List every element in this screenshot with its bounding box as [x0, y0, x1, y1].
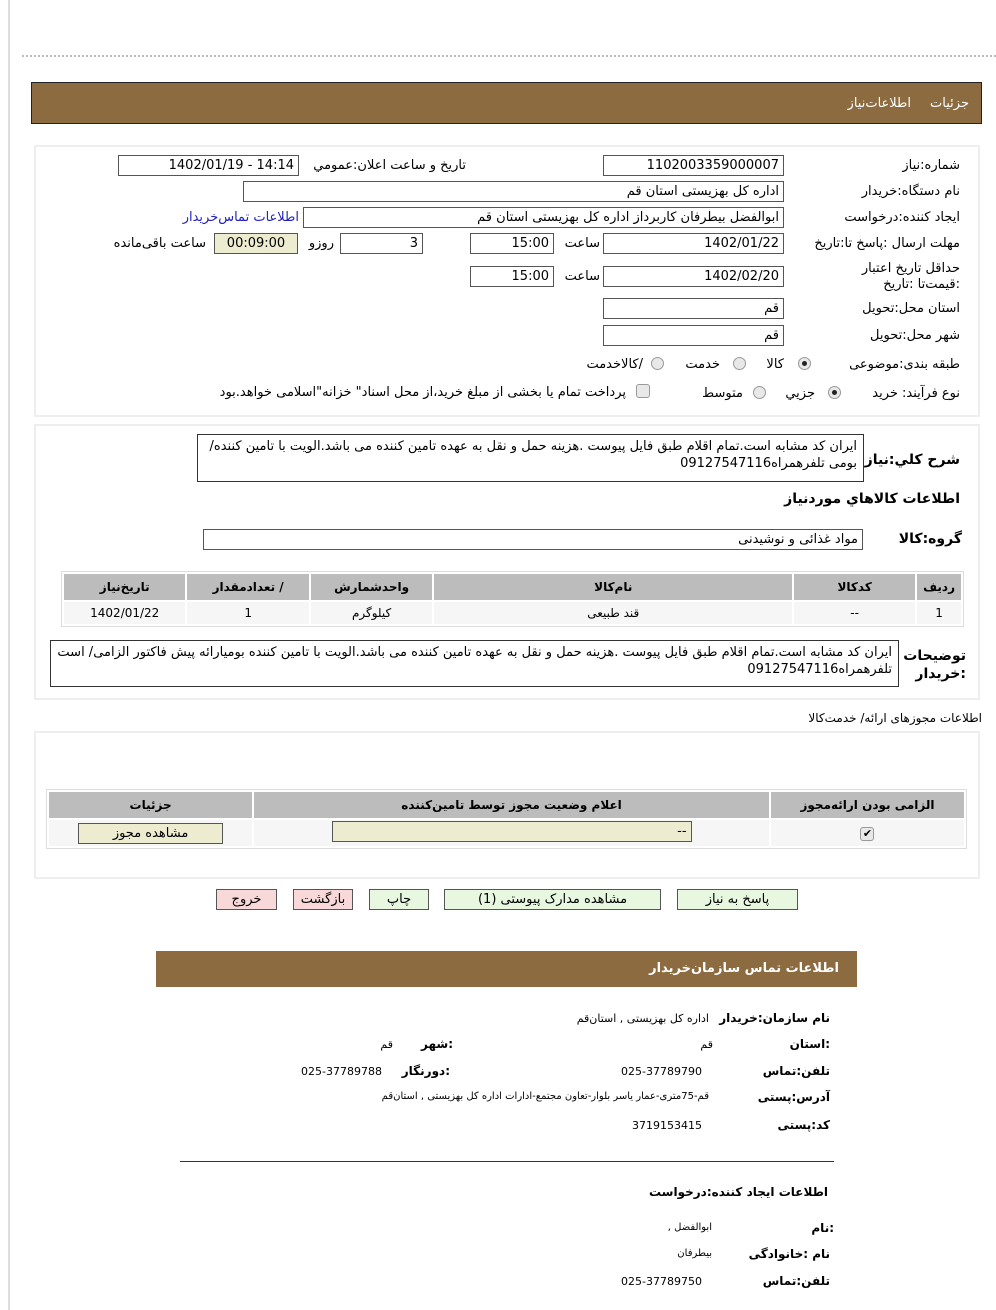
announce-datetime-field[interactable]: 1402/01/19 - 14:14 — [118, 155, 299, 176]
creator-phone-label: تلفن:تماس — [762, 1274, 830, 1288]
goods-table — [61, 571, 964, 627]
process-option-medium: متوسط — [702, 386, 743, 401]
contact-city-label: :شهر — [421, 1037, 453, 1051]
description-label: شرح کلي:نیاز — [864, 452, 960, 468]
deadline-label: مهلت ارسال :پاسخ تا:تاریخ — [814, 236, 960, 251]
delivery-city-label: شهر محل:تحویل — [870, 328, 960, 343]
back-button[interactable]: بازگشت — [293, 889, 353, 910]
col-row-number: ردیف — [917, 574, 961, 600]
days-label: روزو — [308, 236, 334, 251]
contact-city-value: قم — [380, 1038, 393, 1051]
category-radio-goods-service[interactable] — [651, 357, 664, 370]
description-text[interactable]: ایران کد مشابه است.تمام اقلام طبق فایل پیوست .هزینه حمل و نقل به عهده تامین کننده می باشد.الویت با تامین کننده/ بومی تلفرهمراه09127547116 — [197, 434, 864, 482]
col-need-date: تاریخ‌نیاز — [64, 574, 185, 600]
permits-table — [46, 789, 967, 849]
price-validity-time-field[interactable]: 15:00 — [470, 266, 554, 287]
goods-section-title: اطلاعات کالاهاي موردنیاز — [784, 491, 960, 507]
col-permit-status: اعلام وضعیت مجوز توسط تامین‌کننده — [254, 792, 769, 818]
creator-info-title: اطلاعات ایجاد کننده:درخواست — [648, 1185, 828, 1199]
creator-phone-value: 025-37789750 — [621, 1275, 702, 1288]
reply-to-need-button[interactable]: پاسخ به نیاز — [677, 889, 798, 910]
category-radio-service[interactable] — [733, 357, 746, 370]
cell-permit-status — [254, 820, 769, 846]
cell-goods-name: قند طبیعی — [434, 602, 792, 624]
category-label: طبقه بندی:موضوعی — [849, 357, 960, 372]
delivery-city-field[interactable]: قم — [603, 325, 784, 346]
category-option-service: خدمت — [685, 357, 720, 372]
cell-row-number: 1 — [917, 602, 961, 624]
creator-name-label: :نام — [811, 1221, 834, 1235]
cell-goods-code: -- — [794, 602, 915, 624]
category-option-goods: کالا — [766, 357, 784, 372]
delivery-province-field[interactable]: قم — [603, 298, 784, 319]
treasury-checkbox[interactable] — [636, 384, 650, 398]
creator-field[interactable]: ابوالفضل بیطرفان کاربرداز اداره کل بهزیستی استان قم — [303, 207, 784, 228]
treasury-checkbox-label: پرداخت تمام یا بخشی از مبلغ خرید،از محل اسناد" خزانه"اسلامی خواهد.بود — [219, 385, 626, 400]
buyer-contact-header — [156, 951, 857, 987]
cell-permit-details — [49, 820, 252, 846]
deadline-date-field[interactable]: 1402/01/22 — [603, 233, 784, 254]
deadline-time-field[interactable]: 15:00 — [470, 233, 554, 254]
days-remaining-field[interactable]: 3 — [340, 233, 423, 254]
permit-status-field[interactable]: -- — [332, 821, 692, 842]
print-button[interactable]: چاپ — [369, 889, 429, 910]
contact-fax-label: :دورنگار — [401, 1064, 450, 1078]
price-validity-date-field[interactable]: 1402/02/20 — [603, 266, 784, 287]
table-row — [49, 820, 964, 846]
process-option-minor: جزيي — [785, 386, 815, 401]
col-permit-details: جزئیات — [49, 792, 252, 818]
announce-label: تاریخ و ساعت اعلان:عمومي — [313, 158, 466, 173]
need-details-header — [31, 82, 982, 124]
process-radio-medium[interactable] — [753, 386, 766, 399]
cell-permit-required — [771, 820, 964, 846]
goods-table-header — [64, 574, 961, 600]
category-radio-goods[interactable] — [798, 357, 811, 370]
page-left-border — [8, 0, 10, 1310]
exit-button[interactable]: خروج — [216, 889, 277, 910]
process-type-label: نوع فرآیند: خرید — [872, 386, 960, 401]
buyer-notes-label: توضیحات :خریدار — [903, 648, 966, 682]
table-row — [64, 602, 961, 624]
remaining-time-field: 00:09:00 — [214, 233, 298, 254]
view-permit-button[interactable]: مشاهده مجوز — [78, 823, 223, 844]
view-attachments-button[interactable]: مشاهده مدارک پیوستی (1) — [444, 889, 661, 910]
contact-fax-value: 025-37789788 — [301, 1065, 382, 1078]
contact-phone-label: تلفن:تماس — [762, 1064, 830, 1078]
col-unit: واحدشمارش — [311, 574, 433, 600]
goods-group-field[interactable]: مواد غذائی و نوشیدنی — [203, 529, 863, 550]
delivery-province-label: استان محل:تحویل — [862, 301, 960, 316]
goods-group-label: گروه:کالا — [898, 531, 962, 547]
col-permit-required: الزامی بودن ارائه‌مجوز — [771, 792, 964, 818]
contact-postal-label: کد:پستی — [777, 1118, 830, 1132]
buyer-org-label: نام دستگاه:خریدار — [861, 184, 960, 199]
price-validity-label: حداقل تاریخ اعتبار :قیمت‌تا :تاریخ — [861, 261, 960, 292]
contact-org-label: نام سازمان:خریدار — [719, 1011, 830, 1025]
section-divider — [180, 1161, 834, 1162]
contact-address-label: آدرس:پستی — [757, 1090, 830, 1104]
contact-province-label: :استان — [789, 1037, 830, 1051]
need-number-label: شماره:نیاز — [902, 158, 960, 173]
col-quantity: / تعدادمقدار — [187, 574, 308, 600]
tab-need-info[interactable]: اطلاعات‌نیاز — [847, 96, 911, 111]
permit-required-checkbox[interactable]: ✔ — [860, 827, 874, 841]
price-validity-time-label: ساعت — [564, 269, 600, 284]
col-goods-code: کدکالا — [794, 574, 915, 600]
permits-section-title: اطلاعات مجوزهای ارائه/ خدمت‌کالا — [808, 711, 982, 725]
creator-family-label: نام :خانوادگی — [748, 1247, 830, 1261]
creator-name-value: ابوالفضل , — [667, 1222, 712, 1233]
cell-need-date: 1402/01/22 — [64, 602, 185, 624]
category-option-goods-service: /کالاخدمت — [586, 357, 643, 372]
buyer-org-field[interactable]: اداره کل بهزیستی استان قم — [243, 181, 784, 202]
col-goods-name: نام‌کالا — [434, 574, 792, 600]
cell-quantity: 1 — [187, 602, 308, 624]
buyer-contact-title: اطلاعات تماس سازمان‌خریدار — [649, 961, 839, 976]
contact-phone-value: 025-37789790 — [621, 1065, 702, 1078]
contact-address-value: قم-75متری-عمار یاسر بلوار-تعاون مجتمع-ادارات اداره کل بهزیستی , استان‌قم — [381, 1091, 709, 1102]
remaining-time-label: ساعت باقی‌مانده — [113, 236, 206, 251]
creator-family-value: بیطرفان — [677, 1248, 712, 1259]
creator-label: ایجاد کننده:درخواست — [844, 210, 960, 225]
buyer-contact-link[interactable]: اطلاعات تماس‌خریدار — [182, 210, 299, 225]
contact-postal-value: 3719153415 — [632, 1119, 702, 1132]
deadline-time-label: ساعت — [564, 236, 600, 251]
need-number-field[interactable]: 1102003359000007 — [603, 155, 784, 176]
process-radio-minor[interactable] — [828, 386, 841, 399]
contact-province-value: قم — [700, 1038, 713, 1051]
buyer-notes-text[interactable]: ایران کد مشابه است.تمام اقلام طبق فایل پیوست .هزینه حمل و نقل به عهده تامین کننده می باشد.الویت با تامین کننده بومیارائه پیش فاکتور الزامی/ است تلفرهمراه09127547116 — [50, 640, 899, 687]
dotted-divider — [22, 55, 996, 57]
contact-org-value: اداره کل بهزیستی , استان‌قم — [576, 1012, 709, 1025]
cell-unit: کیلوگرم — [311, 602, 433, 624]
tab-details[interactable]: جزئیات — [930, 96, 969, 111]
permits-table-header — [49, 792, 964, 818]
